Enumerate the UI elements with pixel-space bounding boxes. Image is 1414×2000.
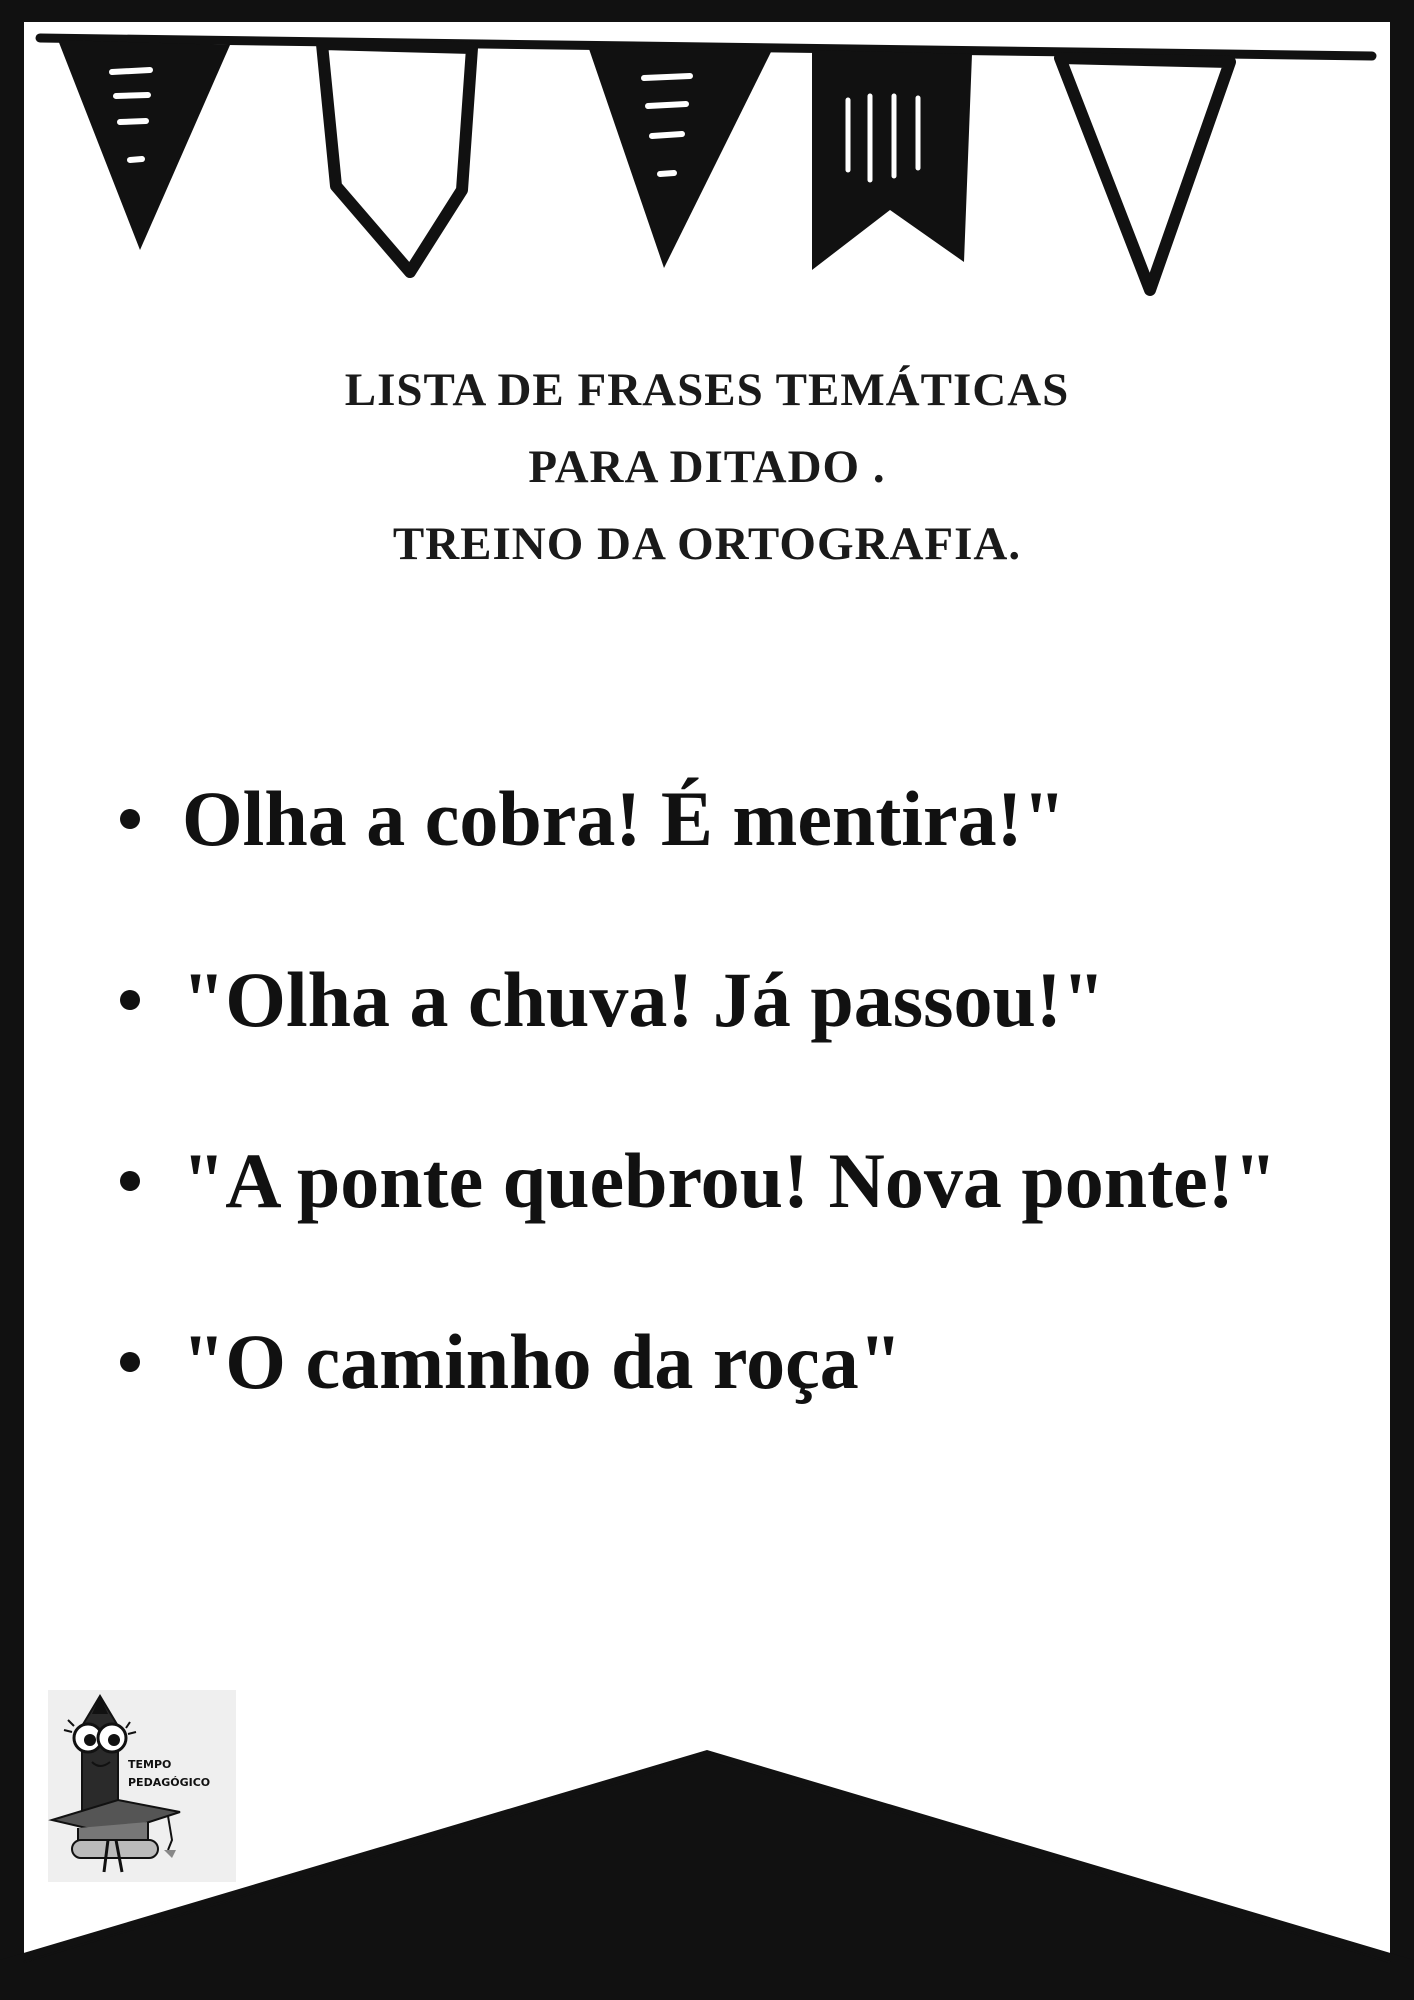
title-line-1: LISTA DE FRASES TEMÁTICAS bbox=[344, 364, 1070, 416]
bullet-icon bbox=[120, 809, 140, 829]
left-border bbox=[0, 0, 24, 2000]
logo-text-line-2: PEDAGÓGICO bbox=[128, 1776, 211, 1789]
list-item bbox=[108, 728, 1358, 909]
right-border bbox=[1390, 0, 1414, 2000]
bunting-flag-4 bbox=[812, 50, 972, 270]
bullet-icon bbox=[120, 1171, 140, 1191]
bunting-flag-1 bbox=[58, 40, 230, 250]
logo bbox=[48, 1690, 236, 1882]
title-line-2: PARA DITADO . bbox=[528, 441, 886, 493]
phrase-text: "A ponte quebrou! Nova ponte!" bbox=[182, 1136, 1277, 1224]
phrase-text: "O caminho da roça" bbox=[182, 1317, 903, 1405]
phrase-list bbox=[108, 728, 1358, 1452]
list-item bbox=[108, 1090, 1358, 1271]
list-item bbox=[108, 1271, 1358, 1452]
top-border bbox=[0, 0, 1414, 22]
phrase-text: "Olha a chuva! Já passou!" bbox=[182, 955, 1106, 1043]
list-item bbox=[108, 909, 1358, 1090]
bullet-icon bbox=[120, 1352, 140, 1372]
bunting-flag-5 bbox=[1060, 58, 1230, 290]
bunting-flag-2 bbox=[322, 44, 472, 272]
page-title bbox=[0, 352, 1414, 583]
bullet-icon bbox=[120, 990, 140, 1010]
phrase-text: Olha a cobra! É mentira!" bbox=[182, 774, 1066, 862]
title-line-3: TREINO DA ORTOGRAFIA. bbox=[392, 518, 1022, 570]
bunting-flag-3 bbox=[588, 46, 772, 268]
logo-text-line-1: TEMPO bbox=[128, 1758, 172, 1771]
